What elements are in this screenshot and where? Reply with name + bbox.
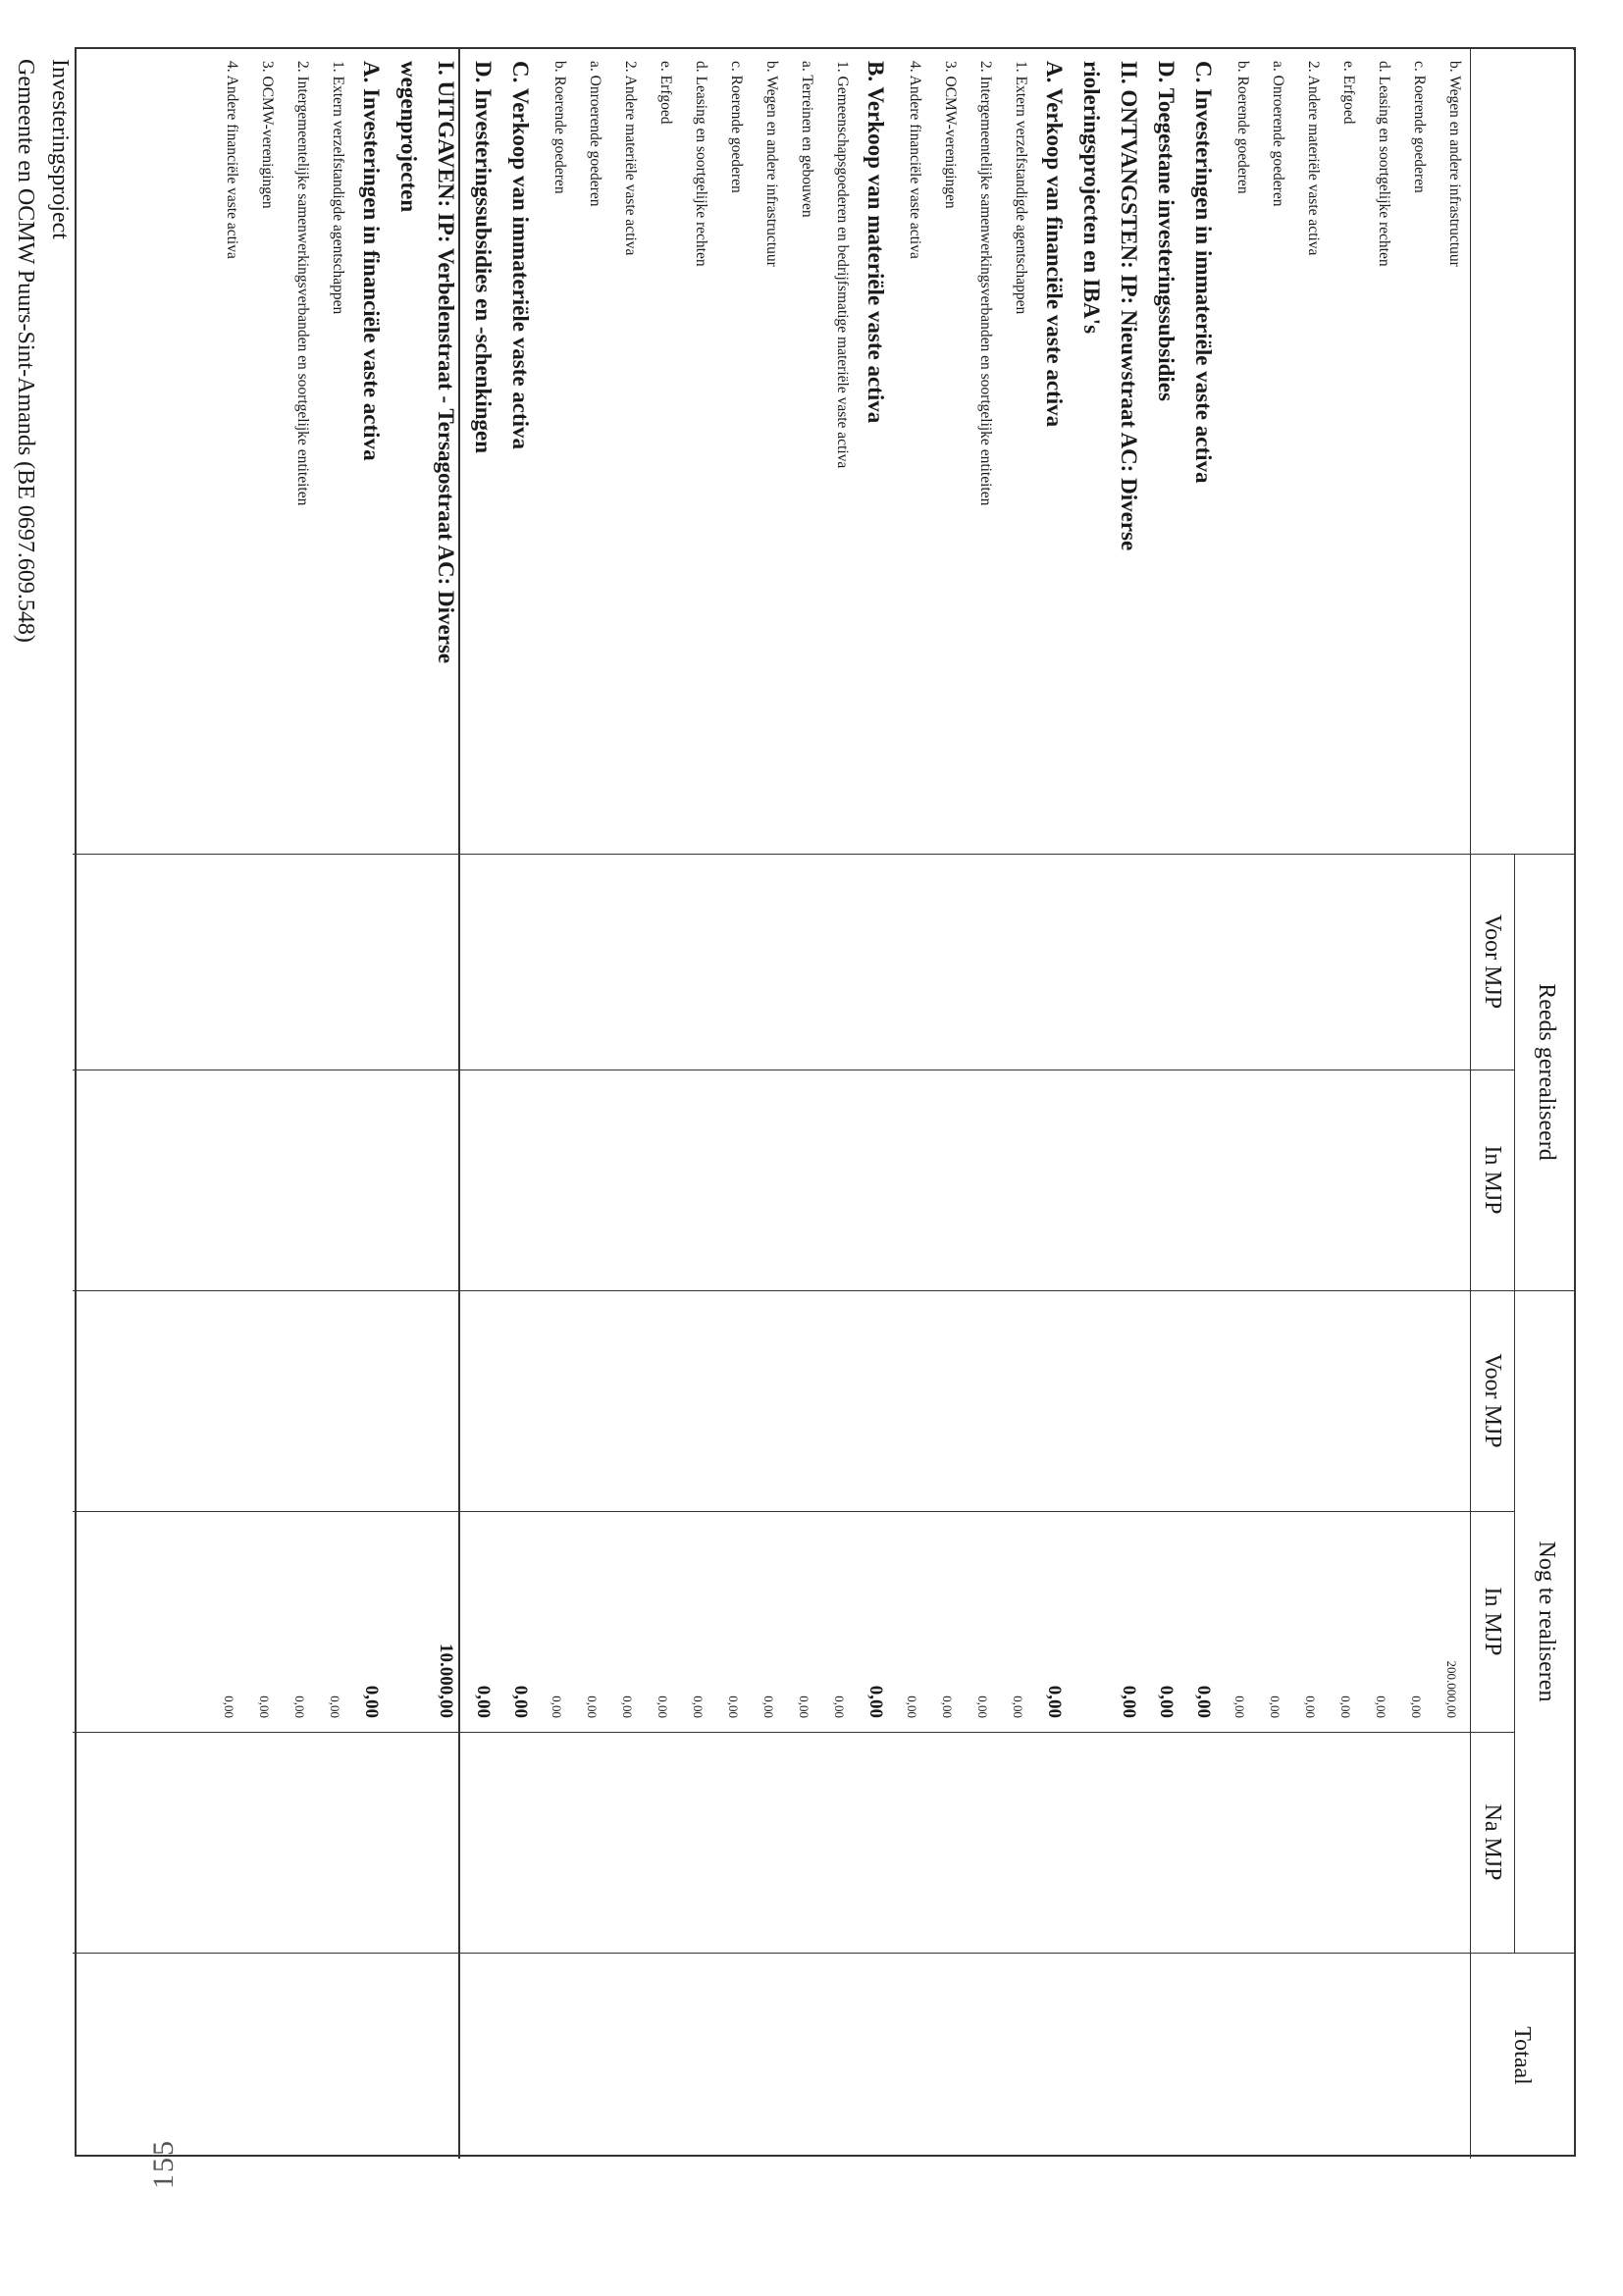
row-value-nog-in-mjp: 0,00 [1119, 1685, 1139, 1718]
row-label: C. Verkoop van immateriële vaste activa [508, 61, 533, 450]
row-value-nog-in-mjp: 0,00 [691, 1696, 706, 1718]
row-label: I. UITGAVEN: IP: Verbelenstraat - Tersagostraat AC: Diverse [434, 61, 458, 664]
header-nog-te-realiseren: Nog te realiseren [1534, 1540, 1559, 1702]
row-label: II. ONTVANGSTEN: IP: Nieuwstraat AC: Diverse [1117, 61, 1141, 551]
row-label: 4. Andere financiële vaste activa [224, 61, 240, 259]
row-label: wegenprojecten [396, 61, 421, 213]
row-label: c. Roerende goederen [728, 61, 745, 193]
row-value-nog-in-mjp: 0,00 [328, 1696, 342, 1718]
footer-document-type: Investeringsproject [47, 59, 73, 239]
row-value-nog-in-mjp: 200.000,00 [1444, 1660, 1459, 1718]
row-label: D. Investeringssubsidies en -schenkingen [471, 61, 496, 454]
row-value-nog-in-mjp: 0,00 [1303, 1696, 1318, 1718]
row-label: 2. Intergemeentelijke samenwerkingsverbanden en soortgelijke entiteiten [294, 61, 311, 506]
row-label: d. Leasing en soortgelijke rechten [1376, 61, 1392, 267]
section-separator [458, 49, 460, 2159]
row-value-nog-in-mjp: 0,00 [761, 1696, 776, 1718]
row-label: a. Onroerende goederen [587, 61, 603, 207]
row-label: B. Verkoop van materiële vaste activa [864, 61, 888, 424]
row-label: A. Investeringen in financiële vaste activa [359, 61, 384, 461]
row-value-nog-in-mjp: 0,00 [832, 1696, 847, 1718]
row-label: e. Erfgoed [657, 61, 674, 125]
row-label: C. Investeringen in immateriële vaste activa [1191, 61, 1216, 484]
row-label: 2. Andere materiële vaste activa [1305, 61, 1322, 256]
row-label: a. Onroerende goederen [1270, 61, 1286, 207]
row-value-nog-in-mjp: 0,00 [797, 1696, 812, 1718]
row-value-nog-in-mjp: 0,00 [1374, 1696, 1388, 1718]
header-bottom-line [1573, 49, 1574, 50]
row-label: c. Roerende goederen [1411, 61, 1428, 193]
row-value-nog-in-mjp: 0,00 [865, 1685, 886, 1718]
row-value-nog-in-mjp: 0,00 [655, 1696, 670, 1718]
row-label: A. Verkoop van financiële vaste activa [1042, 61, 1067, 428]
row-value-nog-in-mjp: 0,00 [1156, 1685, 1177, 1718]
row-value-nog-in-mjp: 0,00 [726, 1696, 741, 1718]
subheader-line-reeds [1514, 854, 1515, 1953]
row-label: 1. Extern verzelfstandigde agentschappen [330, 61, 346, 315]
header-reeds-gerealiseerd: Reeds gerealiseerd [1534, 983, 1559, 1161]
row-value-nog-in-mjp: 0,00 [1193, 1685, 1214, 1718]
row-value-nog-in-mjp: 0,00 [550, 1696, 564, 1718]
row-value-nog-in-mjp: 0,00 [585, 1696, 600, 1718]
row-label: rioleringsprojecten en IBA's [1079, 61, 1104, 335]
row-value-nog-in-mjp: 0,00 [1409, 1696, 1424, 1718]
row-value-nog-in-mjp: 10.000,00 [436, 1644, 456, 1718]
subheader-nog-in-mjp: In MJP [1480, 1587, 1505, 1656]
row-label: 2. Andere materiële vaste activa [622, 61, 639, 256]
subheader-nog-na-mjp: Na MJP [1480, 1803, 1505, 1881]
row-value-nog-in-mjp: 0,00 [510, 1685, 531, 1718]
row-label: 4. Andere financiële vaste activa [907, 61, 923, 259]
row-value-nog-in-mjp: 0,00 [473, 1685, 494, 1718]
row-label: D. Toegestane investeringssubsidies [1154, 61, 1178, 401]
row-value-nog-in-mjp: 0,00 [292, 1696, 307, 1718]
row-label: b. Wegen en andere infrastructuur [1446, 61, 1463, 267]
row-label: 1. Gemeenschapsgoederen en bedrijfsmatige materiële vaste activa [834, 61, 851, 469]
row-label: b. Roerende goederen [551, 61, 568, 194]
row-value-nog-in-mjp: 0,00 [1044, 1685, 1065, 1718]
row-label: b. Wegen en andere infrastructuur [763, 61, 780, 267]
row-value-nog-in-mjp: 0,00 [1338, 1696, 1353, 1718]
row-label: 1. Extern verzelfstandigde agentschappen [1013, 61, 1029, 315]
row-value-nog-in-mjp: 0,00 [361, 1685, 382, 1718]
row-label: d. Leasing en soortgelijke rechten [693, 61, 709, 267]
page-number: 155 [147, 2139, 180, 2189]
row-label: 3. OCMW-verenigingen [259, 61, 276, 209]
row-label: a. Terreinen en gebouwen [799, 61, 815, 218]
row-value-nog-in-mjp: 0,00 [1232, 1696, 1247, 1718]
row-label: b. Roerende goederen [1234, 61, 1251, 194]
footer-entity: Gemeente en OCMW Puurs-Sint-Amands (BE 0697.609.548) [13, 59, 38, 643]
row-value-nog-in-mjp: 0,00 [620, 1696, 635, 1718]
row-label: 2. Intergemeentelijke samenwerkingsverbanden en soortgelijke entiteiten [977, 61, 994, 506]
subheader-nog-voor-mjp: Voor MJP [1480, 1353, 1505, 1448]
table-rows [73, 49, 1471, 2159]
row-label: e. Erfgoed [1340, 61, 1357, 125]
row-label: 3. OCMW-verenigingen [942, 61, 959, 209]
row-value-nog-in-mjp: 0,00 [940, 1696, 955, 1718]
investment-table [75, 47, 1576, 2157]
subheader-reeds-in-mjp: In MJP [1480, 1145, 1505, 1215]
row-value-nog-in-mjp: 0,00 [905, 1696, 919, 1718]
header-totaal: Totaal [1509, 2026, 1535, 2085]
row-value-nog-in-mjp: 0,00 [222, 1696, 236, 1718]
row-value-nog-in-mjp: 0,00 [257, 1696, 272, 1718]
row-value-nog-in-mjp: 0,00 [1011, 1696, 1025, 1718]
row-value-nog-in-mjp: 0,00 [1268, 1696, 1283, 1718]
row-value-nog-in-mjp: 0,00 [975, 1696, 990, 1718]
subheader-reeds-voor-mjp: Voor MJP [1480, 913, 1505, 1010]
